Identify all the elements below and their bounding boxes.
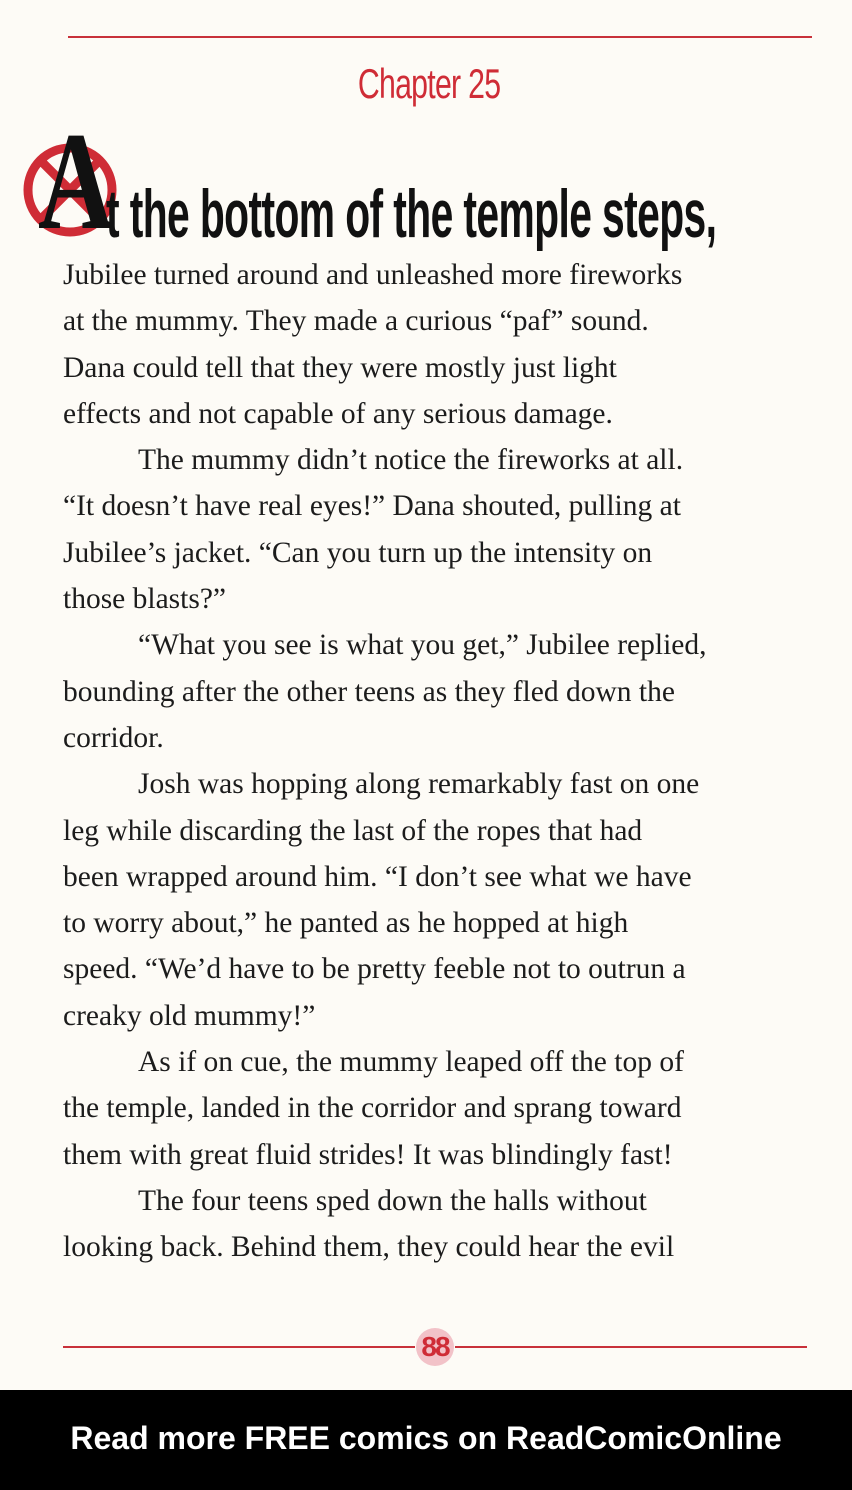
chapter-title: Chapter 25 bbox=[357, 60, 501, 107]
text-line: looking back. Behind them, they could hear the evil bbox=[63, 1231, 675, 1264]
text-line: been wrapped around him. “I don’t see what we have bbox=[63, 860, 692, 893]
top-rule bbox=[68, 36, 812, 38]
text-line: those blasts?” bbox=[63, 583, 227, 616]
page-number: 88 bbox=[416, 1328, 454, 1366]
body-text bbox=[63, 252, 823, 1271]
text-line: The four teens sped down the halls without bbox=[138, 1184, 647, 1217]
text-line: the temple, landed in the corridor and sprang toward bbox=[63, 1092, 682, 1125]
text-line: Jubilee’s jacket. “Can you turn up the intensity on bbox=[63, 536, 653, 569]
text-line: leg while discarding the last of the ropes that had bbox=[63, 814, 643, 847]
text-line: Dana could tell that they were mostly just light bbox=[63, 351, 617, 384]
text-line: them with great fluid strides! It was blindingly fast! bbox=[63, 1138, 673, 1171]
text-line: at the mummy. They made a curious “paf” sound. bbox=[63, 305, 649, 338]
footer-rule-left bbox=[63, 1346, 415, 1348]
text-line: The mummy didn’t notice the fireworks at all. bbox=[138, 444, 684, 477]
footer-rule-right bbox=[455, 1346, 807, 1348]
text-line: to worry about,” he panted as he hopped at high bbox=[63, 907, 629, 940]
text-line: speed. “We’d have to be pretty feeble not to outrun a bbox=[63, 953, 686, 986]
text-line: creaky old mummy!” bbox=[63, 999, 316, 1032]
drop-cap-letter: A bbox=[38, 104, 114, 259]
text-line: “What you see is what you get,” Jubilee replied, bbox=[138, 629, 707, 662]
text-line: As if on cue, the mummy leaped off the top of bbox=[138, 1046, 684, 1079]
text-line: Josh was hopping along remarkably fast on one bbox=[138, 768, 700, 801]
text-line: Jubilee turned around and unleashed more fireworks bbox=[63, 259, 683, 291]
promo-banner-text[interactable]: Read more FREE comics on ReadComicOnline bbox=[70, 1420, 782, 1456]
lead-line: t the bottom of the temple steps, bbox=[106, 176, 717, 252]
text-line: effects and not capable of any serious damage. bbox=[63, 397, 613, 430]
text-line: “It doesn’t have real eyes!” Dana shouted, pulling at bbox=[63, 490, 681, 523]
text-line: bounding after the other teens as they fled down the bbox=[63, 675, 675, 708]
text-line: corridor. bbox=[63, 721, 164, 754]
